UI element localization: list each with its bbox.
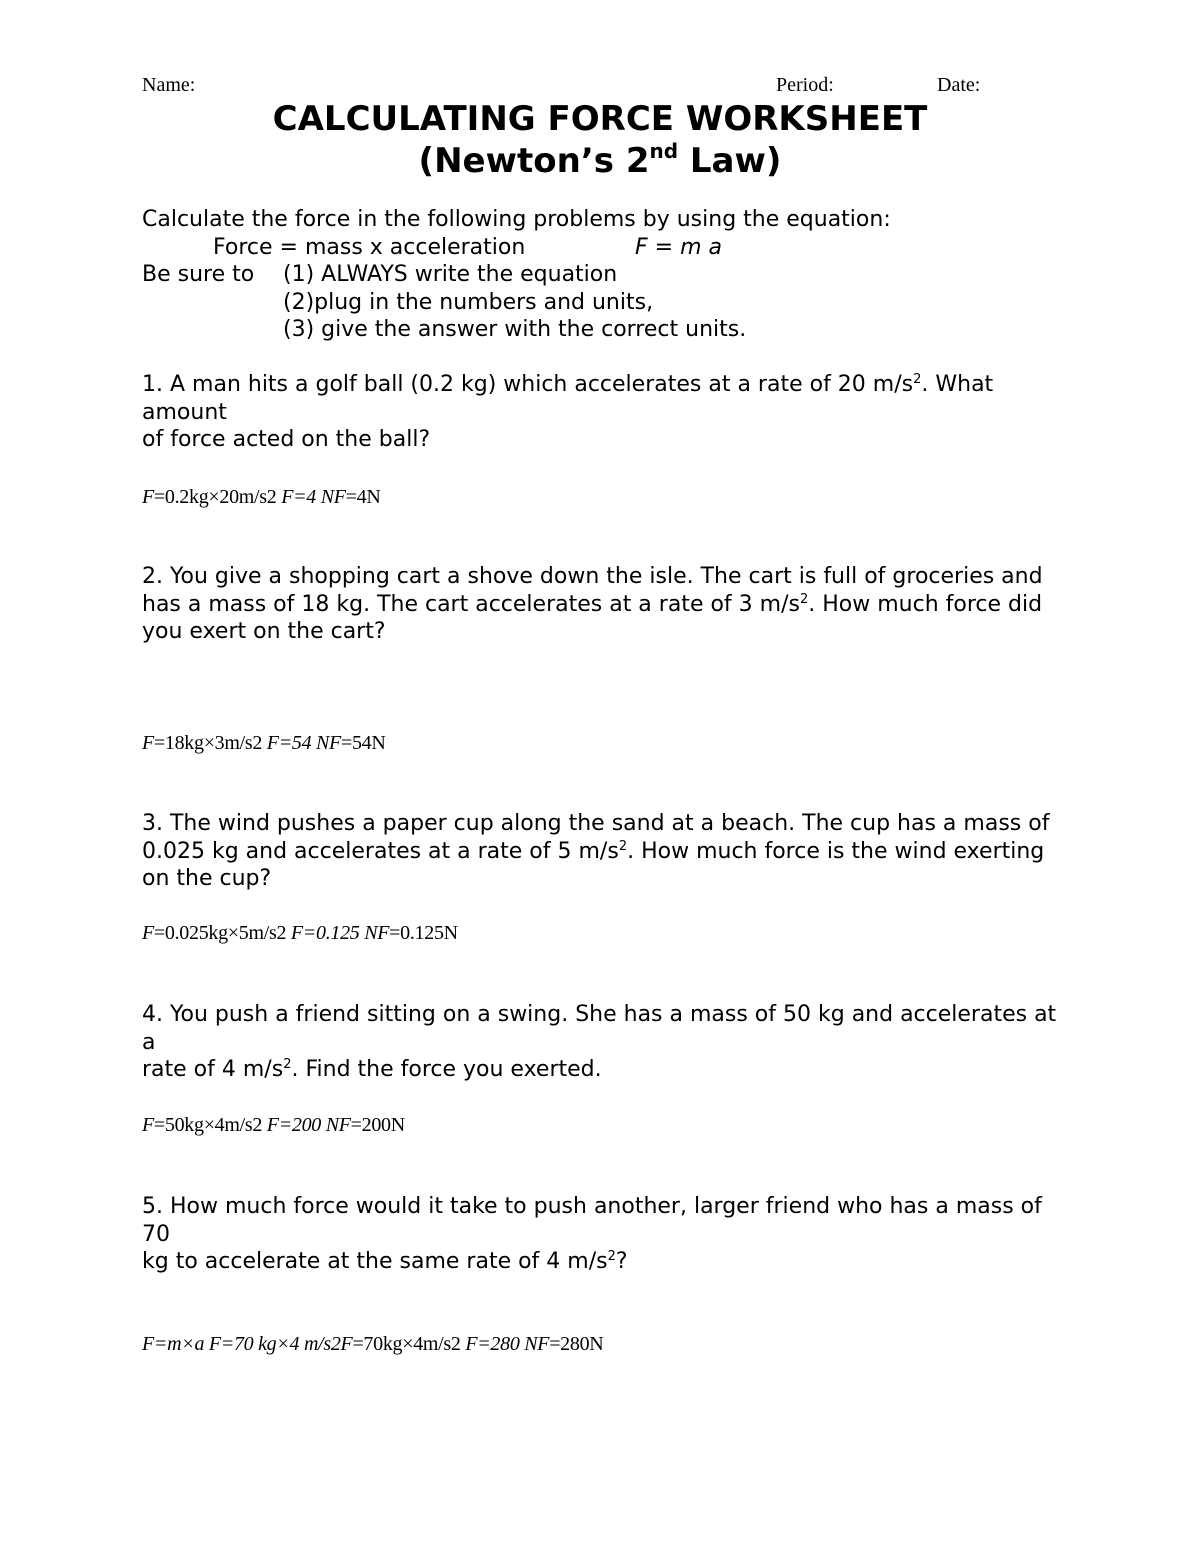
equation-words: Force = mass x acceleration xyxy=(213,235,526,260)
problem-5 xyxy=(142,1193,1062,1276)
answer-2-var: F xyxy=(142,732,154,754)
answer-5-result: =280N xyxy=(549,1333,604,1355)
problem-1-text: 1. A man hits a golf ball (0.2 kg) which accelerates at a rate of 20 m/s xyxy=(142,372,914,397)
problem-1 xyxy=(142,371,1062,454)
answer-5-calc: =70kg×4m/s2 xyxy=(352,1333,466,1355)
answer-4-result-italic: F=200 N xyxy=(266,1114,339,1136)
answer-2-calc: =18kg×3m/s2 xyxy=(153,732,267,754)
problem-2-line-2: has a mass of 18 kg. The cart accelerates at a rate of 3 m/s xyxy=(142,591,800,617)
date-label: Date: xyxy=(937,74,981,96)
worksheet-subtitle xyxy=(0,141,1200,181)
answer-3 xyxy=(142,922,458,945)
answer-3-result: =0.125N xyxy=(389,922,458,944)
answer-2-var-2: F xyxy=(329,732,341,754)
problem-1-text-cont: . What amount xyxy=(142,372,994,425)
answer-5 xyxy=(142,1333,603,1356)
problem-4 xyxy=(142,1001,1062,1084)
answer-5-var: F xyxy=(340,1333,353,1355)
problem-5-superscript: 2 xyxy=(607,1249,616,1264)
answer-2-result-italic: F=54 N xyxy=(266,732,330,754)
subtitle-superscript: nd xyxy=(649,139,679,163)
problem-5-line-2: kg to accelerate at the same rate of 4 m/s xyxy=(142,1249,608,1274)
answer-1-var-2: F xyxy=(333,486,346,508)
problem-3-superscript: 2 xyxy=(618,838,628,854)
problem-1-line-2: of force acted on the ball? xyxy=(142,427,431,452)
instruction-step-2: (2)plug in the numbers and units, xyxy=(283,290,654,315)
answer-4-var: F xyxy=(142,1114,154,1136)
answer-3-var-2: F xyxy=(377,922,390,944)
subtitle-text-end: Law) xyxy=(678,141,782,181)
answer-1-result-italic: F=4 N xyxy=(281,486,334,508)
answer-1-calc: =0.2kg×20m/s2 xyxy=(153,486,282,508)
answer-5-formula: F=m×a F=70 kg×4 m/s2 xyxy=(142,1333,341,1355)
problem-4-line-1: 4. You push a friend sitting on a swing. She has a mass of 50 kg and accelerates at a xyxy=(142,1002,1057,1055)
be-sure-label: Be sure to xyxy=(142,262,255,287)
period-label: Period: xyxy=(776,74,834,96)
answer-2 xyxy=(142,732,386,755)
problem-1-superscript: 2 xyxy=(913,372,922,387)
problem-5-line-1: 5. How much force would it take to push another, larger friend who has a mass of 70 xyxy=(142,1194,1042,1247)
answer-1 xyxy=(142,486,381,509)
answer-1-result: =4N xyxy=(345,486,381,508)
answer-4 xyxy=(142,1114,405,1137)
worksheet-title: CALCULATING FORCE WORKSHEET xyxy=(272,99,928,139)
answer-4-calc: =50kg×4m/s2 xyxy=(153,1114,267,1136)
answer-2-result: =54N xyxy=(340,732,386,754)
problem-5-line-2-cont: ? xyxy=(615,1249,628,1274)
equation-symbols: F = m a xyxy=(635,235,722,260)
answer-3-var: F xyxy=(142,922,154,944)
problem-4-superscript: 2 xyxy=(283,1057,292,1072)
instructions-intro: Calculate the force in the following problems by using the equation: xyxy=(142,207,891,232)
problem-2-superscript: 2 xyxy=(799,591,809,607)
problem-2-line-3: you exert on the cart? xyxy=(142,619,386,644)
problem-4-line-2-cont: . Find the force you exerted. xyxy=(291,1057,602,1082)
problem-2-line-2-cont: . How much force did xyxy=(808,591,1043,617)
instruction-step-3: (3) give the answer with the correct units. xyxy=(283,317,747,342)
answer-3-calc: =0.025kg×5m/s2 xyxy=(153,922,291,944)
answer-3-result-italic: F=0.125 N xyxy=(290,922,378,944)
answer-5-result-italic: F=280 N xyxy=(465,1333,538,1355)
name-label: Name: xyxy=(142,74,196,96)
answer-5-var-2: F xyxy=(537,1333,550,1355)
problem-3 xyxy=(142,810,1062,893)
answer-1-var: F xyxy=(142,486,154,508)
answer-4-var-2: F xyxy=(338,1114,351,1136)
answer-4-result: =200N xyxy=(350,1114,405,1136)
problem-2 xyxy=(142,563,1062,646)
instruction-step-1: (1) ALWAYS write the equation xyxy=(283,262,618,287)
subtitle-text-start: (Newton’s 2 xyxy=(418,141,650,181)
problem-4-line-2: rate of 4 m/s xyxy=(142,1057,284,1082)
problem-3-text-cont: . How much force is the wind exerting on the cup? xyxy=(142,838,1045,891)
problem-2-line-1: 2. You give a shopping cart a shove down the isle. The cart is full of groceries and xyxy=(142,564,1043,589)
problem-3-text: 3. The wind pushes a paper cup along the sand at a beach. The cup has a mass of 0.025 kg and accelerates at a rate of 5 m/s xyxy=(142,811,1050,864)
